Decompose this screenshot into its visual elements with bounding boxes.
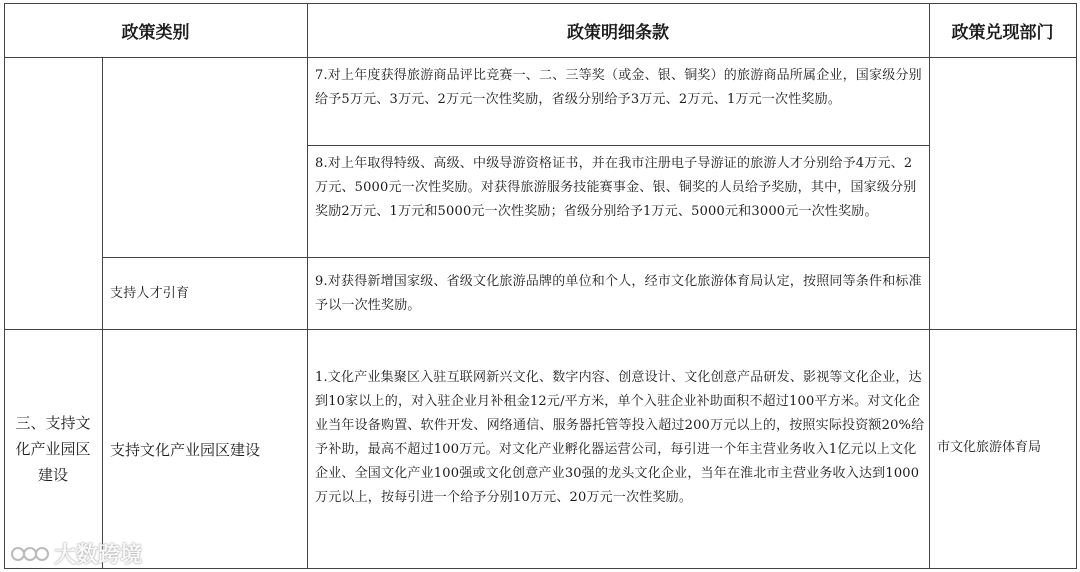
watermark-text: 大数跨境 xyxy=(54,543,143,568)
header-detail: 政策明细条款 xyxy=(567,22,669,43)
left-border xyxy=(4,3,5,569)
clause-9: 9.对获得新增国家级、省级文化旅游品牌的单位和个人，经市文化旅游体育局认定，按照同等条件和标准予以一次性奖励。 xyxy=(315,274,922,313)
category-section-3-label: 三、支持文化产业园区建设 xyxy=(15,414,91,484)
header-bottom-border xyxy=(4,57,1076,58)
right-border xyxy=(1076,3,1077,569)
subcategory-park: 支持文化产业园区建设 xyxy=(110,440,261,459)
table-bottom-border xyxy=(4,568,1076,569)
header-category: 政策类别 xyxy=(121,22,190,43)
category-section-3 xyxy=(6,330,100,568)
category-sub-divider xyxy=(102,57,103,569)
watermark-logo-icon xyxy=(10,542,50,566)
clause-8: 8.对上年取得特级、高级、中级导游资格证书，并在我市注册电子导游证的旅游人才分别给予4万元、2万元、5000元一次性奖励。对获得旅游服务技能赛事金、银、铜奖的人员给予奖励，其中，国家级分别奖励2万元、1万元和5000元一次性奖励；省级分别给予1万元、5000元和3000元一次性奖励。 xyxy=(315,156,917,219)
watermark xyxy=(10,538,142,569)
category-detail-divider xyxy=(307,3,308,569)
clause-park-1: 1.文化产业集聚区入驻互联网新兴文化、数字内容、创意设计、文化创意产品研发、影视等文化企业，达到10家以上的，对入驻企业月补租金12元/平方米，单个入驻企业补助面积不超过100平方米。对文化企业当年设备购置、软件开发、网络通信、服务器托管等投入超过200万元以上的，按照实际投资额20%给予补助，最高不超过100万元。对文化产业孵化器运营公司，每引进一个年主营业务收入1亿元以上文化企业、全国文化产业100强或文化创意产业30强的龙头文化企业，当年在淮北市主营业务收入达到1000万元以上，按每引进一个给予分别10万元、20万元一次性奖励。 xyxy=(315,370,925,505)
clause-7: 7.对上年度获得旅游商品评比竞赛一、二、三等奖（或金、银、铜奖）的旅游商品所属企业，国家级分别给予5万元、3万元、2万元一次性奖励，省级分别给予3万元、2万元、1万元一次性奖励。 xyxy=(315,68,922,107)
header-department: 政策兑现部门 xyxy=(951,22,1054,43)
row7-bottom-border xyxy=(307,145,929,146)
department-culture-bureau: 市文化旅游体育局 xyxy=(937,439,1042,455)
detail-department-divider xyxy=(929,3,930,569)
subcategory-talent: 支持人才引育 xyxy=(110,285,190,301)
